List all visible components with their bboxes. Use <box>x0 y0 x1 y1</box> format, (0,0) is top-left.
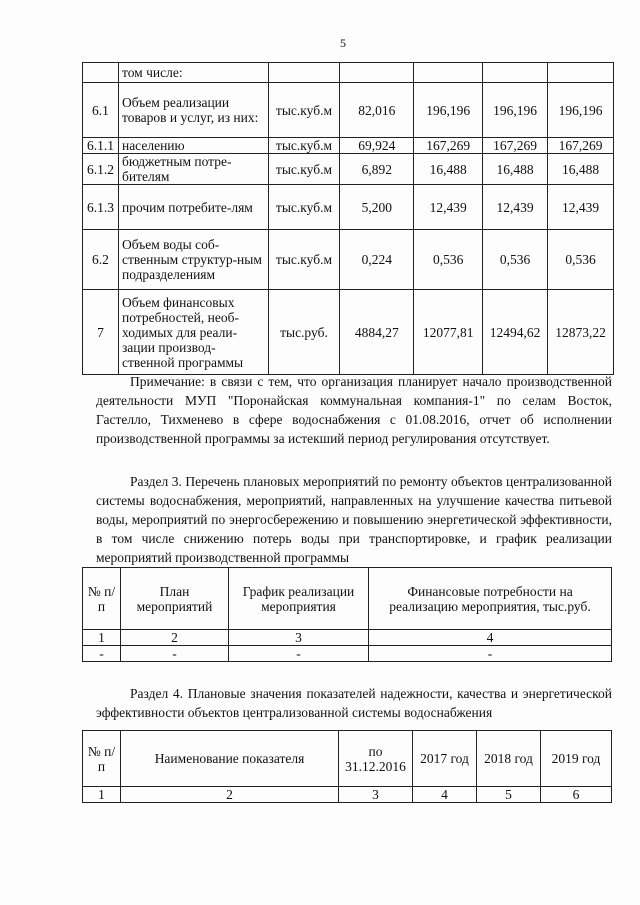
section4-heading: Раздел 4. Плановые значения показателей надежности, качества и энергетической эффективности объектов централизованной системы водоснабжения <box>96 686 612 720</box>
col-number: 3 <box>339 787 413 803</box>
row-number: 6.1 <box>83 83 119 138</box>
table-cell: - <box>229 646 369 662</box>
row-number: 6.1.2 <box>83 154 119 185</box>
header-cell: 2017 год <box>413 731 477 787</box>
row-number: 6.1.3 <box>83 185 119 230</box>
row-value: 0,536 <box>414 230 483 290</box>
row-value: 196,196 <box>414 83 483 138</box>
row-name: том числе: <box>118 63 268 83</box>
row-number: 6.2 <box>83 230 119 290</box>
row-unit: тыс.куб.м <box>268 230 340 290</box>
header-cell: 2018 год <box>477 731 541 787</box>
header-cell: № п/п <box>83 731 121 787</box>
table-row <box>83 230 614 290</box>
row-unit: тыс.руб. <box>268 290 340 375</box>
table-cell: - <box>121 646 229 662</box>
note-paragraph: Примечание: в связи с тем, что организация планирует начало производственной деятельности МУП "Поронайская коммунальная компания-1" по селам Восток, Гастелло, Тихменево в сфере водоснабжения с 01.08.2016, отчет об исполнении производственной программы за истекший период регулирования отсутствует. <box>96 374 612 446</box>
table-row <box>83 83 614 138</box>
row-value: 16,488 <box>414 154 483 185</box>
row-number: 7 <box>83 290 119 375</box>
header-cell: План мероприятий <box>121 568 229 630</box>
row-value: 16,488 <box>548 154 614 185</box>
row-name: Объем финансовых потребностей, необ-ходимых для реали-зации производ-ственной программы <box>118 290 268 375</box>
header-cell: 2019 год <box>541 731 612 787</box>
row-name: Объем реализации товаров и услуг, из них: <box>118 83 268 138</box>
row-name: прочим потребите-лям <box>118 185 268 230</box>
section4-table <box>82 730 612 803</box>
header-cell: по 31.12.2016 <box>339 731 413 787</box>
row-value: 4884,27 <box>340 290 414 375</box>
row-number: 6.1.1 <box>83 138 119 154</box>
row-value: 167,269 <box>483 138 548 154</box>
row-value: 16,488 <box>483 154 548 185</box>
row-value: 12494,62 <box>483 290 548 375</box>
row-name: Объем воды соб-ственным структур-ным подразделениям <box>118 230 268 290</box>
table-row <box>83 154 614 185</box>
row-value: 69,924 <box>340 138 414 154</box>
header-cell: № п/п <box>83 568 121 630</box>
section3-heading: Раздел 3. Перечень плановых мероприятий по ремонту объектов централизованной системы водоснабжения, мероприятий, направленных на улучшение качества питьевой воды, мероприятий по энергосбережению и повышению энергетической эффективности, в том числе снижению потерь воды при транспортировке, и график реализации мероприятий производственной программы <box>96 474 612 565</box>
table-row <box>83 185 614 230</box>
row-number <box>83 63 119 83</box>
row-value: 12,439 <box>548 185 614 230</box>
row-value: 167,269 <box>414 138 483 154</box>
row-value: 196,196 <box>483 83 548 138</box>
col-number: 4 <box>413 787 477 803</box>
row-value <box>548 63 614 83</box>
row-value: 196,196 <box>548 83 614 138</box>
row-value: 12,439 <box>483 185 548 230</box>
col-number: 2 <box>121 787 339 803</box>
row-name: населению <box>118 138 268 154</box>
row-value: 12,439 <box>414 185 483 230</box>
col-number: 1 <box>83 787 121 803</box>
row-unit: тыс.куб.м <box>268 154 340 185</box>
header-cell: Наименование показателя <box>121 731 339 787</box>
col-number: 4 <box>369 630 612 646</box>
row-value: 0,536 <box>548 230 614 290</box>
table-cell: - <box>83 646 121 662</box>
row-value: 0,536 <box>483 230 548 290</box>
row-value: 6,892 <box>340 154 414 185</box>
row-value <box>414 63 483 83</box>
row-value <box>483 63 548 83</box>
col-number: 2 <box>121 630 229 646</box>
row-value: 12077,81 <box>414 290 483 375</box>
row-value: 0,224 <box>340 230 414 290</box>
col-number: 1 <box>83 630 121 646</box>
col-number: 6 <box>541 787 612 803</box>
page-number: 5 <box>340 36 346 50</box>
production-table <box>82 62 614 375</box>
row-value: 167,269 <box>548 138 614 154</box>
row-unit: тыс.куб.м <box>268 138 340 154</box>
row-unit: тыс.куб.м <box>268 185 340 230</box>
section3-table <box>82 567 612 662</box>
header-cell: Финансовые потребности на реализацию мероприятия, тыс.руб. <box>369 568 612 630</box>
row-unit <box>268 63 340 83</box>
header-cell: График реализации мероприятия <box>229 568 369 630</box>
row-value: 12873,22 <box>548 290 614 375</box>
table-row <box>83 63 614 83</box>
col-number: 5 <box>477 787 541 803</box>
table-row <box>83 290 614 375</box>
row-unit: тыс.куб.м <box>268 83 340 138</box>
table-row <box>83 138 614 154</box>
row-value <box>340 63 414 83</box>
row-value: 5,200 <box>340 185 414 230</box>
table-cell: - <box>369 646 612 662</box>
row-value: 82,016 <box>340 83 414 138</box>
row-name: бюджетным потре-бителям <box>118 154 268 185</box>
col-number: 3 <box>229 630 369 646</box>
